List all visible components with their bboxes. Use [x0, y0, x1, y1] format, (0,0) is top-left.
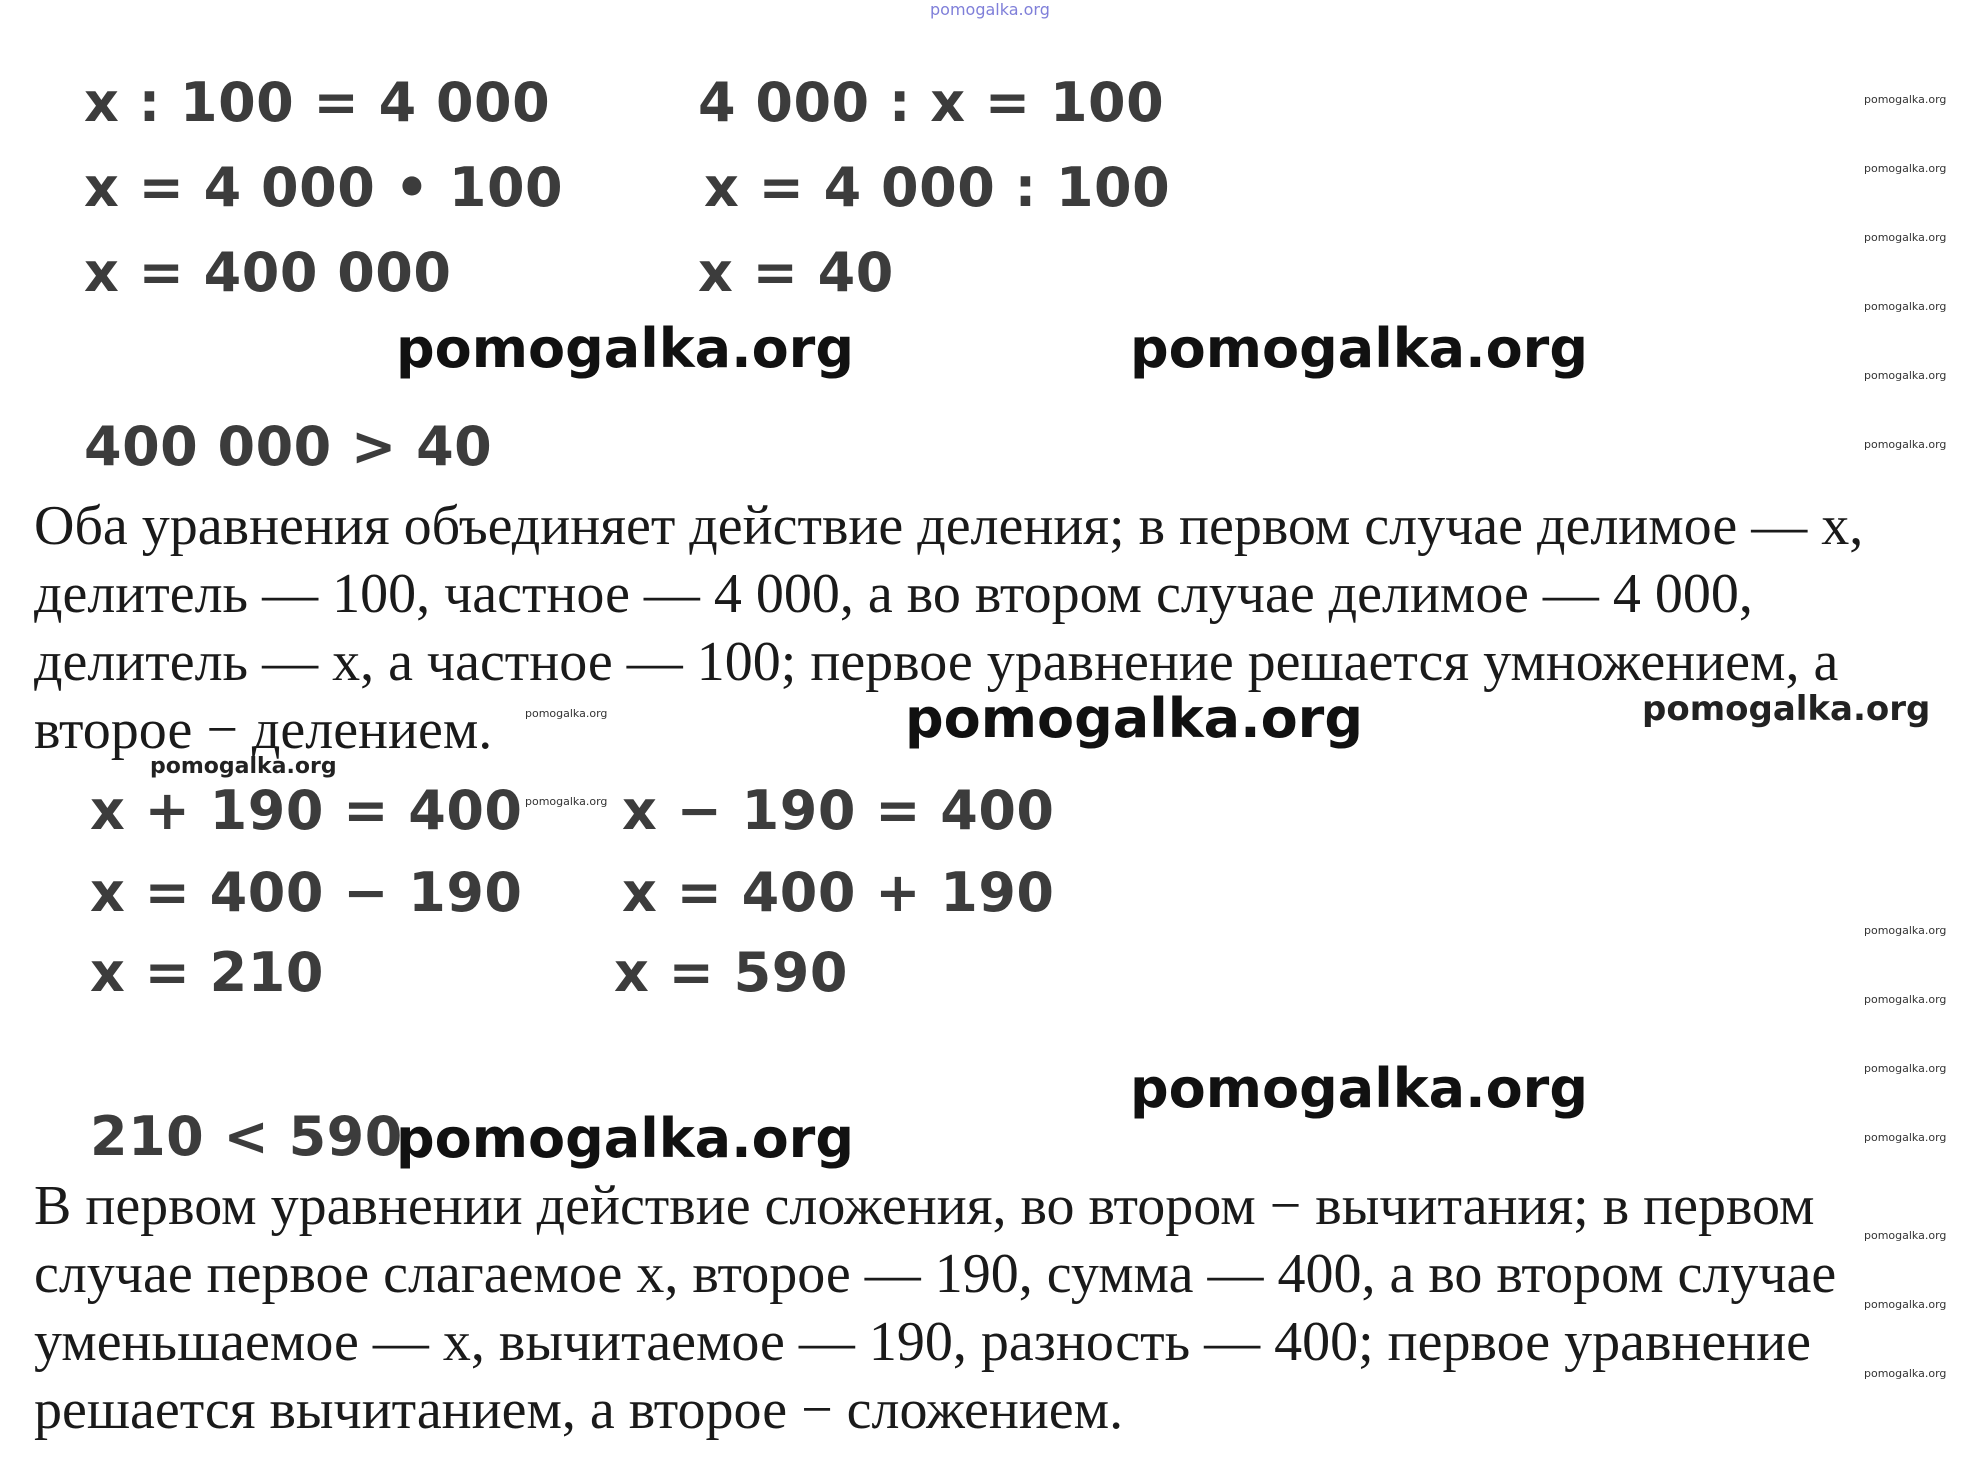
watermark-large: pomogalka.org — [396, 317, 854, 380]
equation-left-3: x = 400 000 — [84, 241, 452, 304]
equation-right-6: x = 590 — [614, 941, 848, 1004]
equation-left-6: x = 210 — [90, 941, 324, 1004]
comparison-2: 210 < 590 — [90, 1105, 403, 1168]
equation-left-2: x = 4 000 • 100 — [84, 156, 564, 219]
equation-right-5: x = 400 + 190 — [622, 861, 1055, 924]
equation-right-4: x − 190 = 400 — [622, 779, 1055, 842]
watermark-tiny: pomogalka.org — [1864, 438, 1947, 451]
watermark-large: pomogalka.org — [1130, 317, 1588, 380]
equation-left-4: x + 190 = 400 — [90, 779, 523, 842]
explanation-1: Оба уравнения объединяет действие деления; в первом случае делимое — x, делитель — 100, частное — 4 000, а во втором случае делимое — 4 000, делитель — x, а частное — 100; первое уравнение решается умножением, а второе − делением. — [34, 495, 1864, 761]
explanation-2: В первом уравнении действие сложения, во втором − вычитания; в первом случае первое слагаемое x, второе — 190, сумма — 400, а во втором случае уменьшаемое — x, вычитаемое — 190, разность — 400; первое уравнение решается вычитанием, а второе − сложением. — [34, 1175, 1837, 1441]
watermark-tiny: pomogalka.org — [525, 795, 608, 808]
watermark-large: pomogalka.org — [1130, 1057, 1588, 1120]
watermark-medium: pomogalka.org — [1642, 689, 1931, 729]
equation-right-1: 4 000 : x = 100 — [698, 71, 1165, 134]
equation-left-5: x = 400 − 190 — [90, 861, 523, 924]
watermark-tiny: pomogalka.org — [1864, 924, 1947, 937]
watermark-tiny: pomogalka.org — [1864, 1298, 1947, 1311]
watermark-tiny: pomogalka.org — [1864, 1131, 1947, 1144]
watermark-large: pomogalka.org — [905, 687, 1363, 750]
watermark-tiny: pomogalka.org — [1864, 93, 1947, 106]
watermark-tiny: pomogalka.org — [1864, 1367, 1947, 1380]
watermark-tiny: pomogalka.org — [1864, 993, 1947, 1006]
equation-right-2: x = 4 000 : 100 — [704, 156, 1171, 219]
watermark-large: pomogalka.org — [396, 1107, 854, 1170]
watermark-small: pomogalka.org — [150, 754, 337, 779]
watermark-tiny: pomogalka.org — [1864, 162, 1947, 175]
watermark-tiny: pomogalka.org — [1864, 1062, 1947, 1075]
watermark-tiny: pomogalka.org — [1864, 300, 1947, 313]
watermark-top: pomogalka.org — [930, 0, 1050, 19]
equation-left-1: x : 100 = 4 000 — [84, 71, 551, 134]
comparison-1: 400 000 > 40 — [84, 415, 493, 478]
watermark-tiny: pomogalka.org — [1864, 1229, 1947, 1242]
watermark-tiny: pomogalka.org — [525, 707, 608, 720]
watermark-tiny: pomogalka.org — [1864, 369, 1947, 382]
watermark-tiny: pomogalka.org — [1864, 231, 1947, 244]
equation-right-3: x = 40 — [698, 241, 894, 304]
